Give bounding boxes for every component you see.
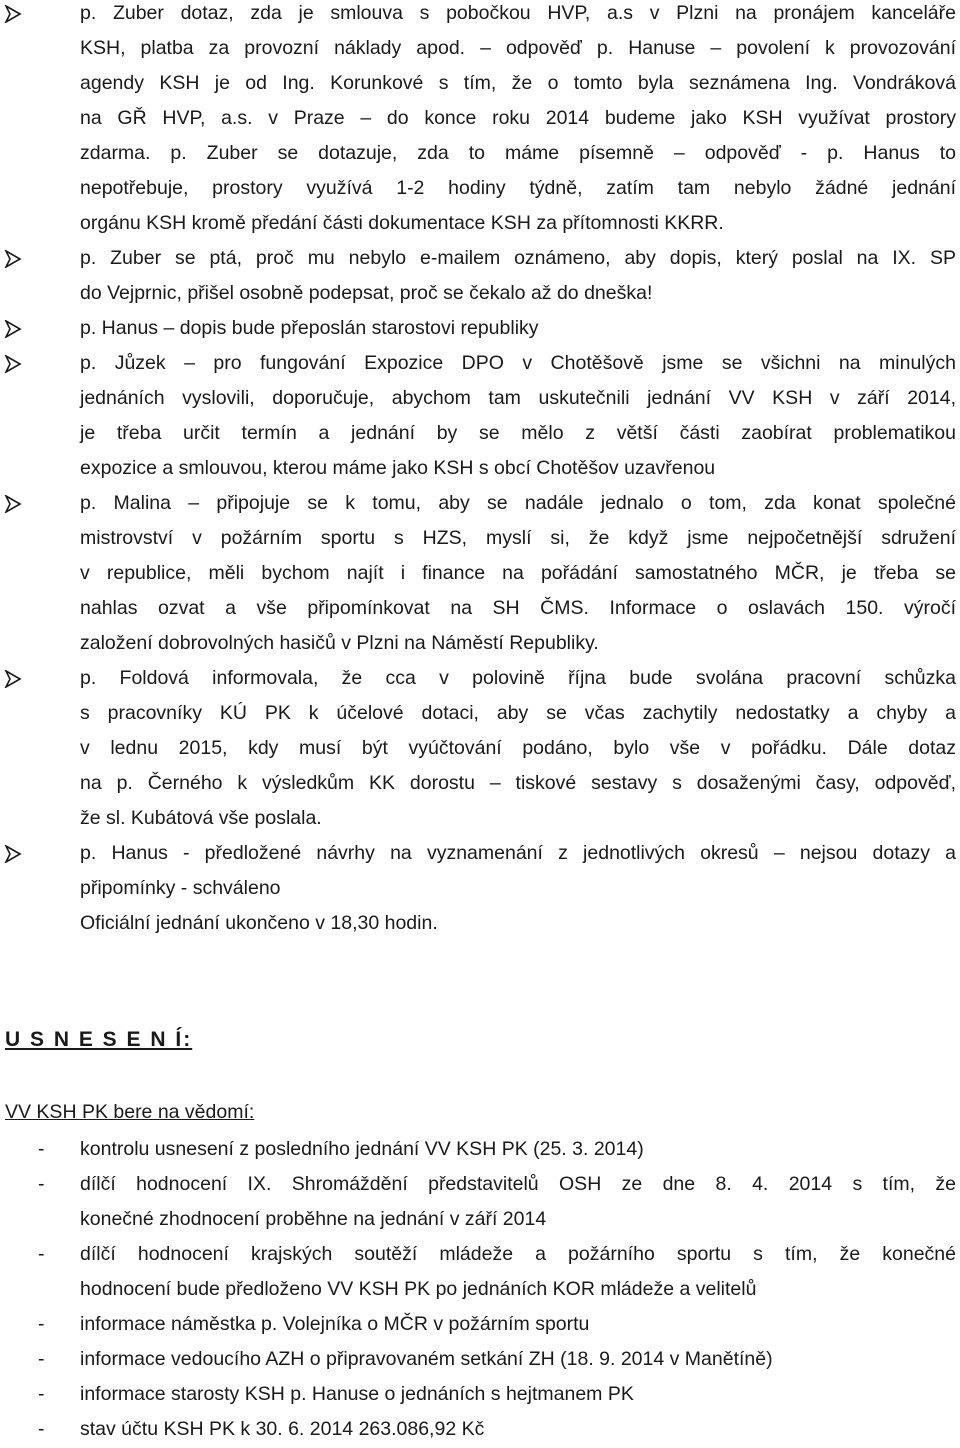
resolution-line: hodnocení bude předloženo VV KSH PK po jednáních KOR mládeže a velitelů — [80, 1278, 757, 1300]
discussion-line: nepotřebuje, prostory využívá 1-2 hodiny týdně, zatím tam nebylo žádné jednání — [80, 177, 956, 199]
discussion-line: p. Hanus – dopis bude přeposlán starostovi republiky — [80, 317, 539, 339]
discussion-line: p. Hanus - předložené návrhy na vyznamenání z jednotlivých okresů – nejsou dotazy a — [80, 842, 956, 864]
dash-marker: - — [38, 1348, 45, 1370]
discussion-line: že sl. Kubátová vše poslala. — [80, 807, 322, 829]
resolution-item — [38, 1307, 956, 1342]
dash-marker: - — [38, 1138, 45, 1160]
resolution-item — [38, 1342, 956, 1377]
discussion-line: agendy KSH je od Ing. Korunkové s tím, že o tomto byla seznámena Ing. Vondráková — [80, 72, 956, 94]
discussion-line: mistrovství v požárním sportu s HZS, myslí si, že když jsme nejpočetnější sdružení — [80, 527, 956, 549]
discussion-line: p. Zuber se ptá, proč mu nebylo e-mailem oznámeno, aby dopis, který poslal na IX. SP — [80, 247, 956, 269]
discussion-line: v republice, měli bychom najít i finance na pořádání samostatného MČR, je třeba se — [80, 562, 956, 584]
discussion-line: orgánu KSH kromě předání části dokumentace KSH za přítomnosti KKRR. — [80, 212, 724, 234]
resolution-line: informace náměstka p. Volejníka o MČR v požárním sportu — [80, 1313, 590, 1335]
discussion-item — [80, 0, 956, 241]
resolution-item — [38, 1132, 956, 1167]
discussion-item — [80, 311, 956, 346]
discussion-line: zdarma. p. Zuber se dotazuje, zda to máme písemně – odpověď - p. Hanus to — [80, 142, 956, 164]
discussion-line: na p. Černého k výsledkům KK dorostu – tiskové sestavy s dosaženými časy, odpověď, — [80, 772, 956, 794]
closing-line: Oficiální jednání ukončeno v 18,30 hodin. — [80, 912, 438, 934]
dash-marker: - — [38, 1383, 45, 1405]
discussion-line: v lednu 2015, kdy musí být vyúčtování podáno, bylo vše v pořádku. Dále dotaz — [80, 737, 956, 759]
discussion-line: na GŘ HVP, a.s. v Praze – do konce roku 2014 budeme jako KSH využívat prostory — [80, 107, 956, 129]
arrow-bullet-icon — [1, 241, 25, 276]
resolution-line: dílčí hodnocení IX. Shromáždění představitelů OSH ze dne 8. 4. 2014 s tím, že — [80, 1173, 956, 1195]
resolution-line: konečné zhodnocení proběhne na jednání v září 2014 — [80, 1208, 547, 1230]
resolution-item-list — [0, 1132, 960, 1447]
discussion-line: expozice a smlouvou, kterou máme jako KSH s obcí Chotěšov uzavřenou — [80, 457, 716, 479]
arrow-bullet-icon — [1, 0, 25, 31]
discussion-line: p. Jůzek – pro fungování Expozice DPO v Chotěšově jsme se všichni na minulých — [80, 352, 956, 374]
resolution-heading: U S N E S E N Í: — [5, 1028, 193, 1051]
discussion-line: KSH, platba za provozní náklady apod. – odpověď p. Hanuse – povolení k provozování — [80, 37, 956, 59]
discussion-item — [80, 241, 956, 311]
discussion-line: p. Foldová informovala, že cca v polovině října bude svolána pracovní schůzka — [80, 667, 956, 689]
dash-marker: - — [38, 1173, 45, 1195]
arrow-bullet-icon — [1, 486, 25, 521]
resolution-line: dílčí hodnocení krajských soutěží mládeže a požárního sportu s tím, že konečné — [80, 1243, 956, 1265]
discussion-line: do Vejprnic, přišel osobně podepsat, proč se čekalo až do dneška! — [80, 282, 653, 304]
discussion-line: jednáních vyslovili, doporučuje, abychom tam uskutečnili jednání VV KSH v září 2014, — [80, 387, 956, 409]
resolution-line: informace vedoucího AZH o připravovaném setkání ZH (18. 9. 2014 v Manětíně) — [80, 1348, 773, 1370]
resolution-item — [38, 1237, 956, 1307]
resolution-line: informace starosty KSH p. Hanuse o jednáních s hejtmanem PK — [80, 1383, 634, 1405]
arrow-bullet-icon — [1, 661, 25, 696]
discussion-item — [80, 836, 956, 906]
discussion-line: založení dobrovolných hasičů v Plzni na Náměstí Republiky. — [80, 632, 599, 654]
discussion-line: p. Zuber dotaz, zda je smlouva s pobočkou HVP, a.s v Plzni na pronájem kanceláře — [80, 2, 956, 24]
resolution-item — [38, 1167, 956, 1237]
resolution-item — [38, 1377, 956, 1412]
resolution-line: kontrolu usnesení z posledního jednání VV KSH PK (25. 3. 2014) — [80, 1138, 644, 1160]
dash-marker: - — [38, 1418, 45, 1440]
discussion-line: nahlas ozvat a vše připomínkovat na SH ČMS. Informace o oslavách 150. výročí — [80, 597, 956, 619]
discussion-item — [80, 486, 956, 661]
discussion-item — [80, 346, 956, 486]
discussion-line: je třeba určit termín a jednání by se mělo z větší části zaobírat problematikou — [80, 422, 956, 444]
resolution-item — [38, 1412, 956, 1447]
discussion-line: připomínky - schváleno — [80, 877, 281, 899]
resolution-line: stav účtu KSH PK k 30. 6. 2014 263.086,92 Kč — [80, 1418, 485, 1440]
discussion-line: p. Malina – připojuje se k tomu, aby se nadále jednalo o tom, zda konat společné — [80, 492, 956, 514]
resolution-subheading: VV KSH PK bere na vědomí: — [5, 1101, 255, 1123]
arrow-bullet-icon — [1, 346, 25, 381]
dash-marker: - — [38, 1243, 45, 1265]
discussion-item — [80, 661, 956, 836]
arrow-bullet-icon — [1, 311, 25, 346]
dash-marker: - — [38, 1313, 45, 1335]
discussion-line: s pracovníky KÚ PK k účelové dotaci, aby se včas zachytily nedostatky a chyby a — [80, 702, 956, 724]
arrow-bullet-icon — [1, 836, 25, 871]
